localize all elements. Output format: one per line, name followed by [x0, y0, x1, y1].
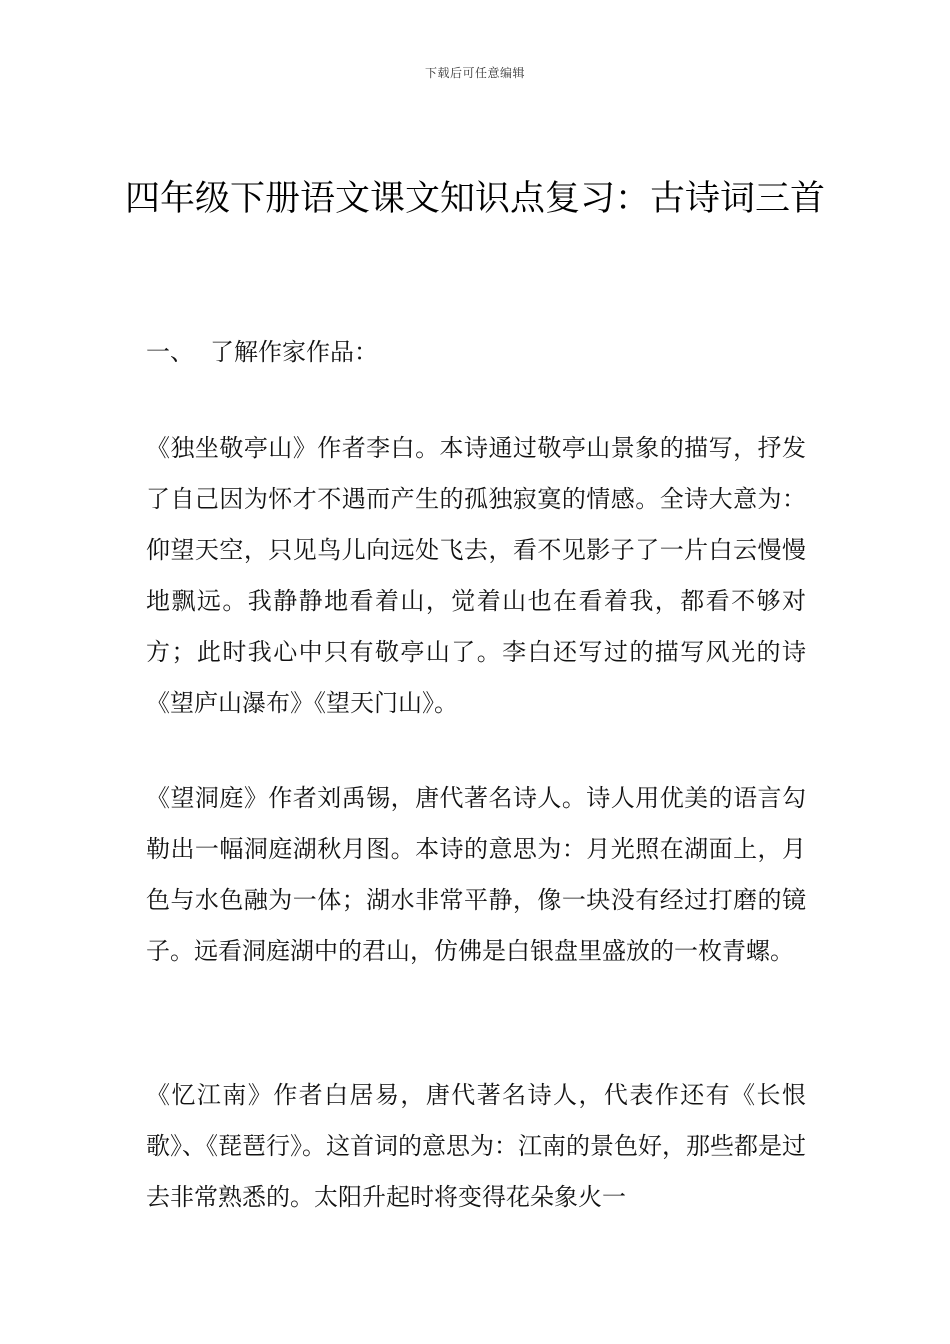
section-heading: [146, 332, 378, 372]
section-number: 一、: [146, 338, 194, 366]
header-note: 下载后可任意编辑: [424, 66, 525, 80]
paragraph-du-zuo-jing-ting-shan: 《独坐敬亭山》作者李白。本诗通过敬亭山景象的描写，抒发了自己因为怀才不遇而产生的孤独寂寞的情感。全诗大意为：仰望天空，只见鸟儿向远处飞去，看不见影子了一片白云慢慢地飘远。我静静地看着山，觉着山也在看着我，都看不够对方；此时我心中只有敬亭山了。李白还写过的描写风光的诗《望庐山瀑布》《望天门山》。: [146, 434, 806, 717]
paragraph-wang-dong-ting: 《望洞庭》作者刘禹锡，唐代著名诗人。诗人用优美的语言勾勒出一幅洞庭湖秋月图。本诗的意思为：月光照在湖面上，月色与水色融为一体；湖水非常平静，像一块没有经过打磨的镜子。远看洞庭湖中的君山，仿佛是白银盘里盛放的一枚青螺。: [146, 784, 806, 965]
paragraph-yi-jiang-nan: 《忆江南》作者白居易，唐代著名诗人，代表作还有《长恨歌》、《琵琶行》。这首词的意思为：江南的景色好，那些都是过去非常熟悉的。太阳升起时将变得花朵象火一: [146, 1081, 806, 1211]
page-title: 四年级下册语文课文知识点复习：古诗词三首: [124, 179, 825, 219]
section-heading-text: 了解作家作品：: [210, 338, 378, 366]
